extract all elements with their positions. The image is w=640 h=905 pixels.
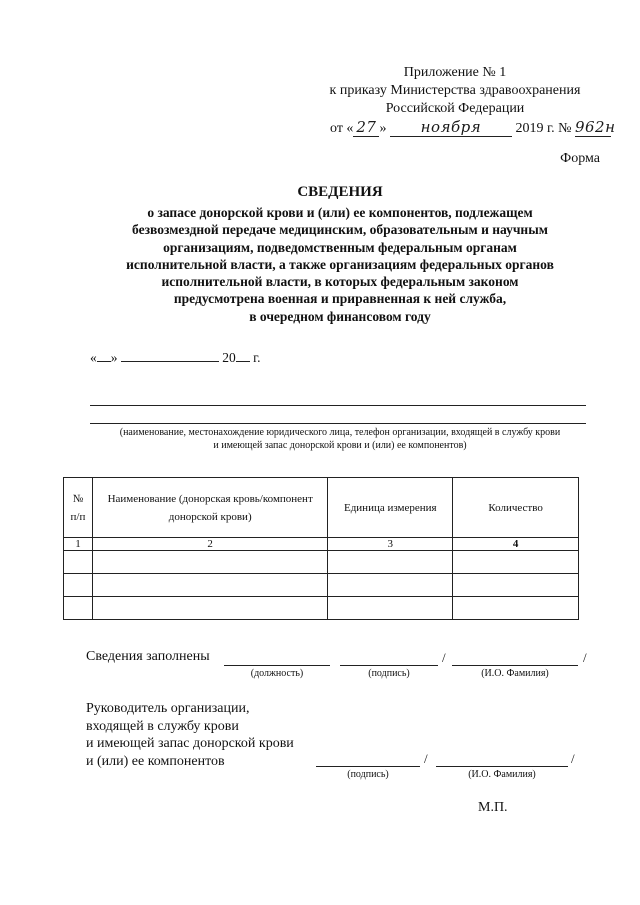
table-cell[interactable] — [64, 551, 93, 574]
caption-position: (должность) — [250, 668, 304, 679]
separator-slash: / — [424, 751, 428, 766]
numbering-cell: 2 — [92, 538, 327, 551]
table-header-row — [64, 478, 579, 538]
numbering-cell: 3 — [328, 538, 453, 551]
subtitle-line: предусмотрена военная и приравненная к ней служба, — [173, 291, 507, 307]
order-line — [330, 118, 630, 138]
subtitle-line: исполнительной власти, а также организациям федеральных органов — [126, 256, 554, 272]
date-day-field[interactable] — [97, 361, 111, 362]
date-year-field[interactable] — [236, 361, 250, 362]
organization-field-line[interactable] — [90, 423, 586, 424]
numbering-cell: 1 — [64, 538, 93, 551]
subtitle-line: о запасе донорской крови и (или) ее компонентов, подлежащем — [147, 205, 533, 220]
head-name-field-line[interactable] — [436, 766, 568, 767]
order-year: 2019 г. № — [515, 121, 572, 136]
header-unit: Единица измерения — [328, 478, 453, 538]
document-subtitle — [80, 204, 600, 325]
organization-field-line[interactable] — [90, 405, 586, 406]
caption-name: (И.О. Фамилия) — [481, 668, 549, 679]
order-day-close: » — [379, 121, 387, 136]
subtitle-line: организациям, подведомственным федеральным органам — [163, 239, 517, 255]
subtitle-line: исполнительной власти, в которых федеральным законом — [161, 274, 519, 290]
appendix-line: Российской Федерации — [385, 101, 525, 116]
name-field-line[interactable] — [452, 665, 578, 666]
table-cell[interactable] — [328, 551, 453, 574]
date-month-field[interactable] — [121, 361, 219, 362]
caption-line: (наименование, местонахождение юридического лица, телефон организации, входящей в службу крови — [119, 427, 561, 438]
appendix-block — [300, 64, 610, 118]
head-label-line: и (или) ее компонентов — [86, 753, 225, 769]
table-cell[interactable] — [92, 597, 327, 620]
date-line — [90, 350, 261, 366]
caption-name: (И.О. Фамилия) — [468, 769, 536, 780]
header-number: № п/п — [64, 478, 93, 538]
caption-signature: (подпись) — [368, 668, 410, 679]
header-name: Наименование (донорская кровь/компонент донорской крови) — [92, 478, 327, 538]
order-month: ноября — [390, 118, 512, 137]
separator-slash: / — [442, 650, 446, 665]
filled-by-label: Сведения заполнены — [86, 649, 210, 664]
order-day: 27 — [353, 118, 379, 137]
table-cell[interactable] — [453, 597, 579, 620]
table-row — [64, 551, 579, 574]
caption-line: и имеющей запас донорской крови и (или) ее компонентов) — [213, 440, 467, 451]
order-prefix: от « — [330, 121, 354, 136]
numbering-cell: 4 — [453, 538, 579, 551]
document-title: СВЕДЕНИЯ — [297, 184, 383, 200]
table-row — [64, 574, 579, 597]
table-row — [64, 597, 579, 620]
table-cell[interactable] — [92, 551, 327, 574]
signature-field-line[interactable] — [340, 665, 438, 666]
donor-blood-table — [63, 477, 579, 620]
form-label: Форма — [560, 151, 600, 166]
table-cell[interactable] — [92, 574, 327, 597]
appendix-line: Приложение № 1 — [403, 65, 507, 80]
table-cell[interactable] — [453, 551, 579, 574]
organization-caption — [90, 426, 590, 452]
header-quantity: Количество — [453, 478, 579, 538]
order-number: 962н — [574, 118, 616, 136]
separator-slash: / — [571, 751, 575, 766]
position-field-line[interactable] — [224, 665, 330, 666]
head-label-line: и имеющей запас донорской крови — [86, 736, 294, 751]
head-label-line: Руководитель организации, — [86, 701, 250, 716]
date-close-quote: » — [110, 350, 118, 365]
head-label-line: входящей в службу крови — [86, 718, 239, 734]
date-year-suffix: г. — [253, 350, 261, 365]
stamp-placeholder: М.П. — [478, 800, 508, 815]
table-cell[interactable] — [453, 574, 579, 597]
head-signature-field-line[interactable] — [316, 766, 420, 767]
head-of-organization-label — [86, 700, 294, 770]
subtitle-line: безвозмездной передаче медицинским, образовательным и научным — [132, 222, 548, 238]
table-cell[interactable] — [328, 574, 453, 597]
appendix-line: к приказу Министерства здравоохранения — [329, 83, 581, 98]
table-cell[interactable] — [64, 574, 93, 597]
table-cell[interactable] — [64, 597, 93, 620]
separator-slash: / — [583, 650, 587, 665]
date-year-prefix: 20 — [222, 350, 236, 365]
subtitle-line: в очередном финансовом году — [249, 308, 431, 324]
caption-signature: (подпись) — [347, 769, 389, 780]
date-open-quote: « — [90, 350, 97, 365]
table-cell[interactable] — [328, 597, 453, 620]
table-numbering-row — [64, 538, 579, 551]
